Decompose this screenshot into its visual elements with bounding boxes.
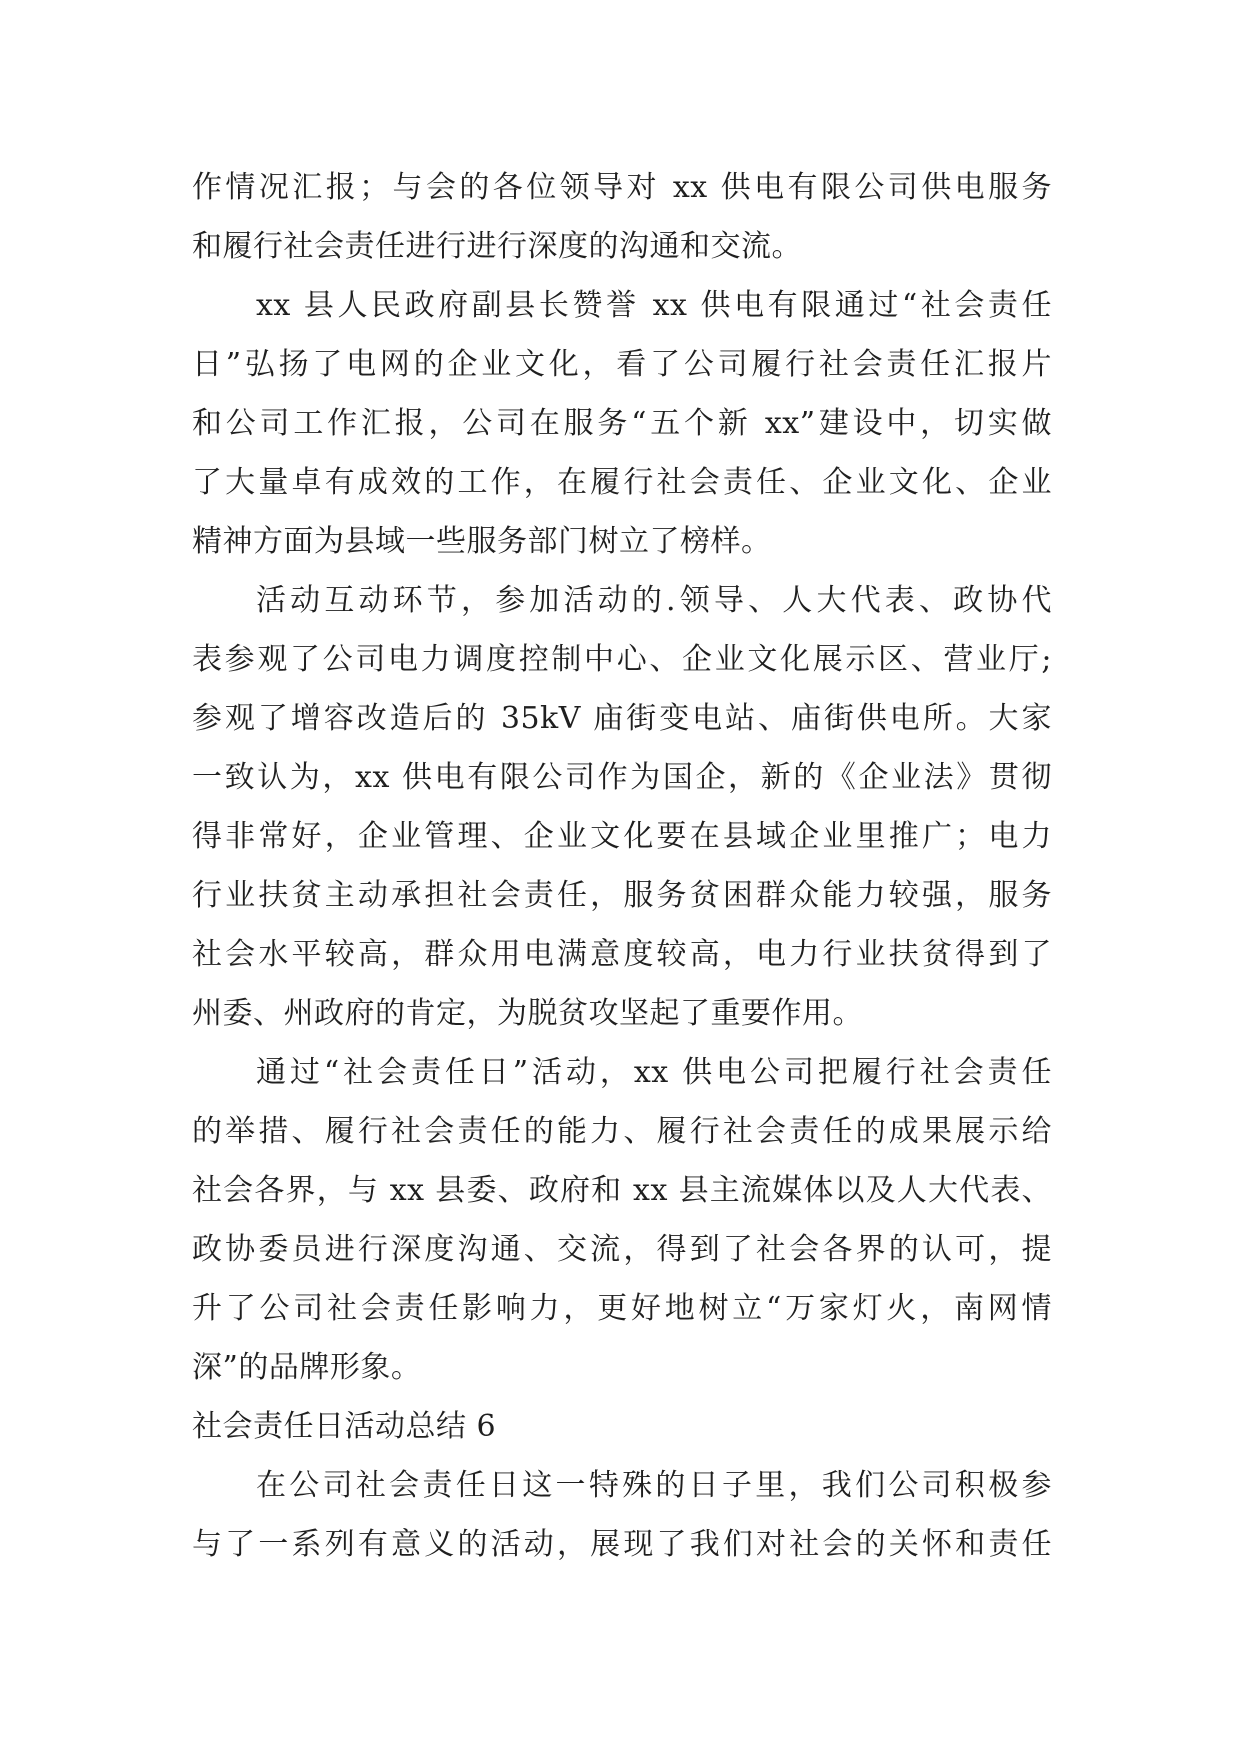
text-line: 的举措、履行社会责任的能力、履行社会责任的成果展示给 xyxy=(192,1114,1052,1149)
text-line: xx 县人民政府副县长赞誉 xx 供电有限通过“社会责任 xyxy=(256,288,1052,323)
text-line: 升了公司社会责任影响力，更好地树立“万家灯火，南网情 xyxy=(192,1291,1052,1326)
text-line: 通过“社会责任日”活动，xx 供电公司把履行社会责任 xyxy=(256,1055,1052,1090)
text-line: 活动互动环节，参加活动的.领导、人大代表、政协代 xyxy=(256,583,1052,618)
paragraph xyxy=(192,571,1052,1043)
section-heading: 社会责任日活动总结 6 xyxy=(192,1409,497,1444)
text-line: 表参观了公司电力调度控制中心、企业文化展示区、营业厅; xyxy=(192,642,1052,677)
text-line: 参观了增容改造后的 35kV 庙街变电站、庙街供电所。大家 xyxy=(192,701,1052,736)
text-line: 政协委员进行深度沟通、交流，得到了社会各界的认可，提 xyxy=(192,1232,1052,1267)
text-line: 在公司社会责任日这一特殊的日子里，我们公司积极参 xyxy=(256,1468,1052,1503)
text-line: 精神方面为县域一些服务部门树立了榜样。 xyxy=(192,524,772,559)
text-line: 和履行社会责任进行进行深度的沟通和交流。 xyxy=(192,229,802,264)
text-line: 和公司工作汇报，公司在服务“五个新 xx”建设中，切实做 xyxy=(192,406,1052,441)
paragraph xyxy=(192,276,1052,571)
text-line: 作情况汇报；与会的各位领导对 xx 供电有限公司供电服务 xyxy=(192,170,1052,205)
text-line: 得非常好，企业管理、企业文化要在县域企业里推广；电力 xyxy=(192,819,1052,854)
text-line: 了大量卓有成效的工作，在履行社会责任、企业文化、企业 xyxy=(192,465,1052,500)
paragraph xyxy=(192,1456,1052,1574)
document-body xyxy=(192,158,1052,1574)
text-line: 行业扶贫主动承担社会责任，服务贫困群众能力较强，服务 xyxy=(192,878,1052,913)
text-line: 与了一系列有意义的活动，展现了我们对社会的关怀和责任 xyxy=(192,1527,1052,1562)
text-line: 社会水平较高，群众用电满意度较高，电力行业扶贫得到了 xyxy=(192,937,1052,972)
paragraph xyxy=(192,1043,1052,1397)
text-line: 州委、州政府的肯定，为脱贫攻坚起了重要作用。 xyxy=(192,996,863,1031)
text-line: 深”的品牌形象。 xyxy=(192,1350,422,1385)
text-line: 日”弘扬了电网的企业文化，看了公司履行社会责任汇报片 xyxy=(192,347,1052,382)
text-line: 一致认为，xx 供电有限公司作为国企，新的《企业法》贯彻 xyxy=(192,760,1052,795)
paragraph xyxy=(192,158,1052,276)
text-line: 社会各界，与 xx 县委、政府和 xx 县主流媒体以及人大代表、 xyxy=(192,1173,1052,1208)
